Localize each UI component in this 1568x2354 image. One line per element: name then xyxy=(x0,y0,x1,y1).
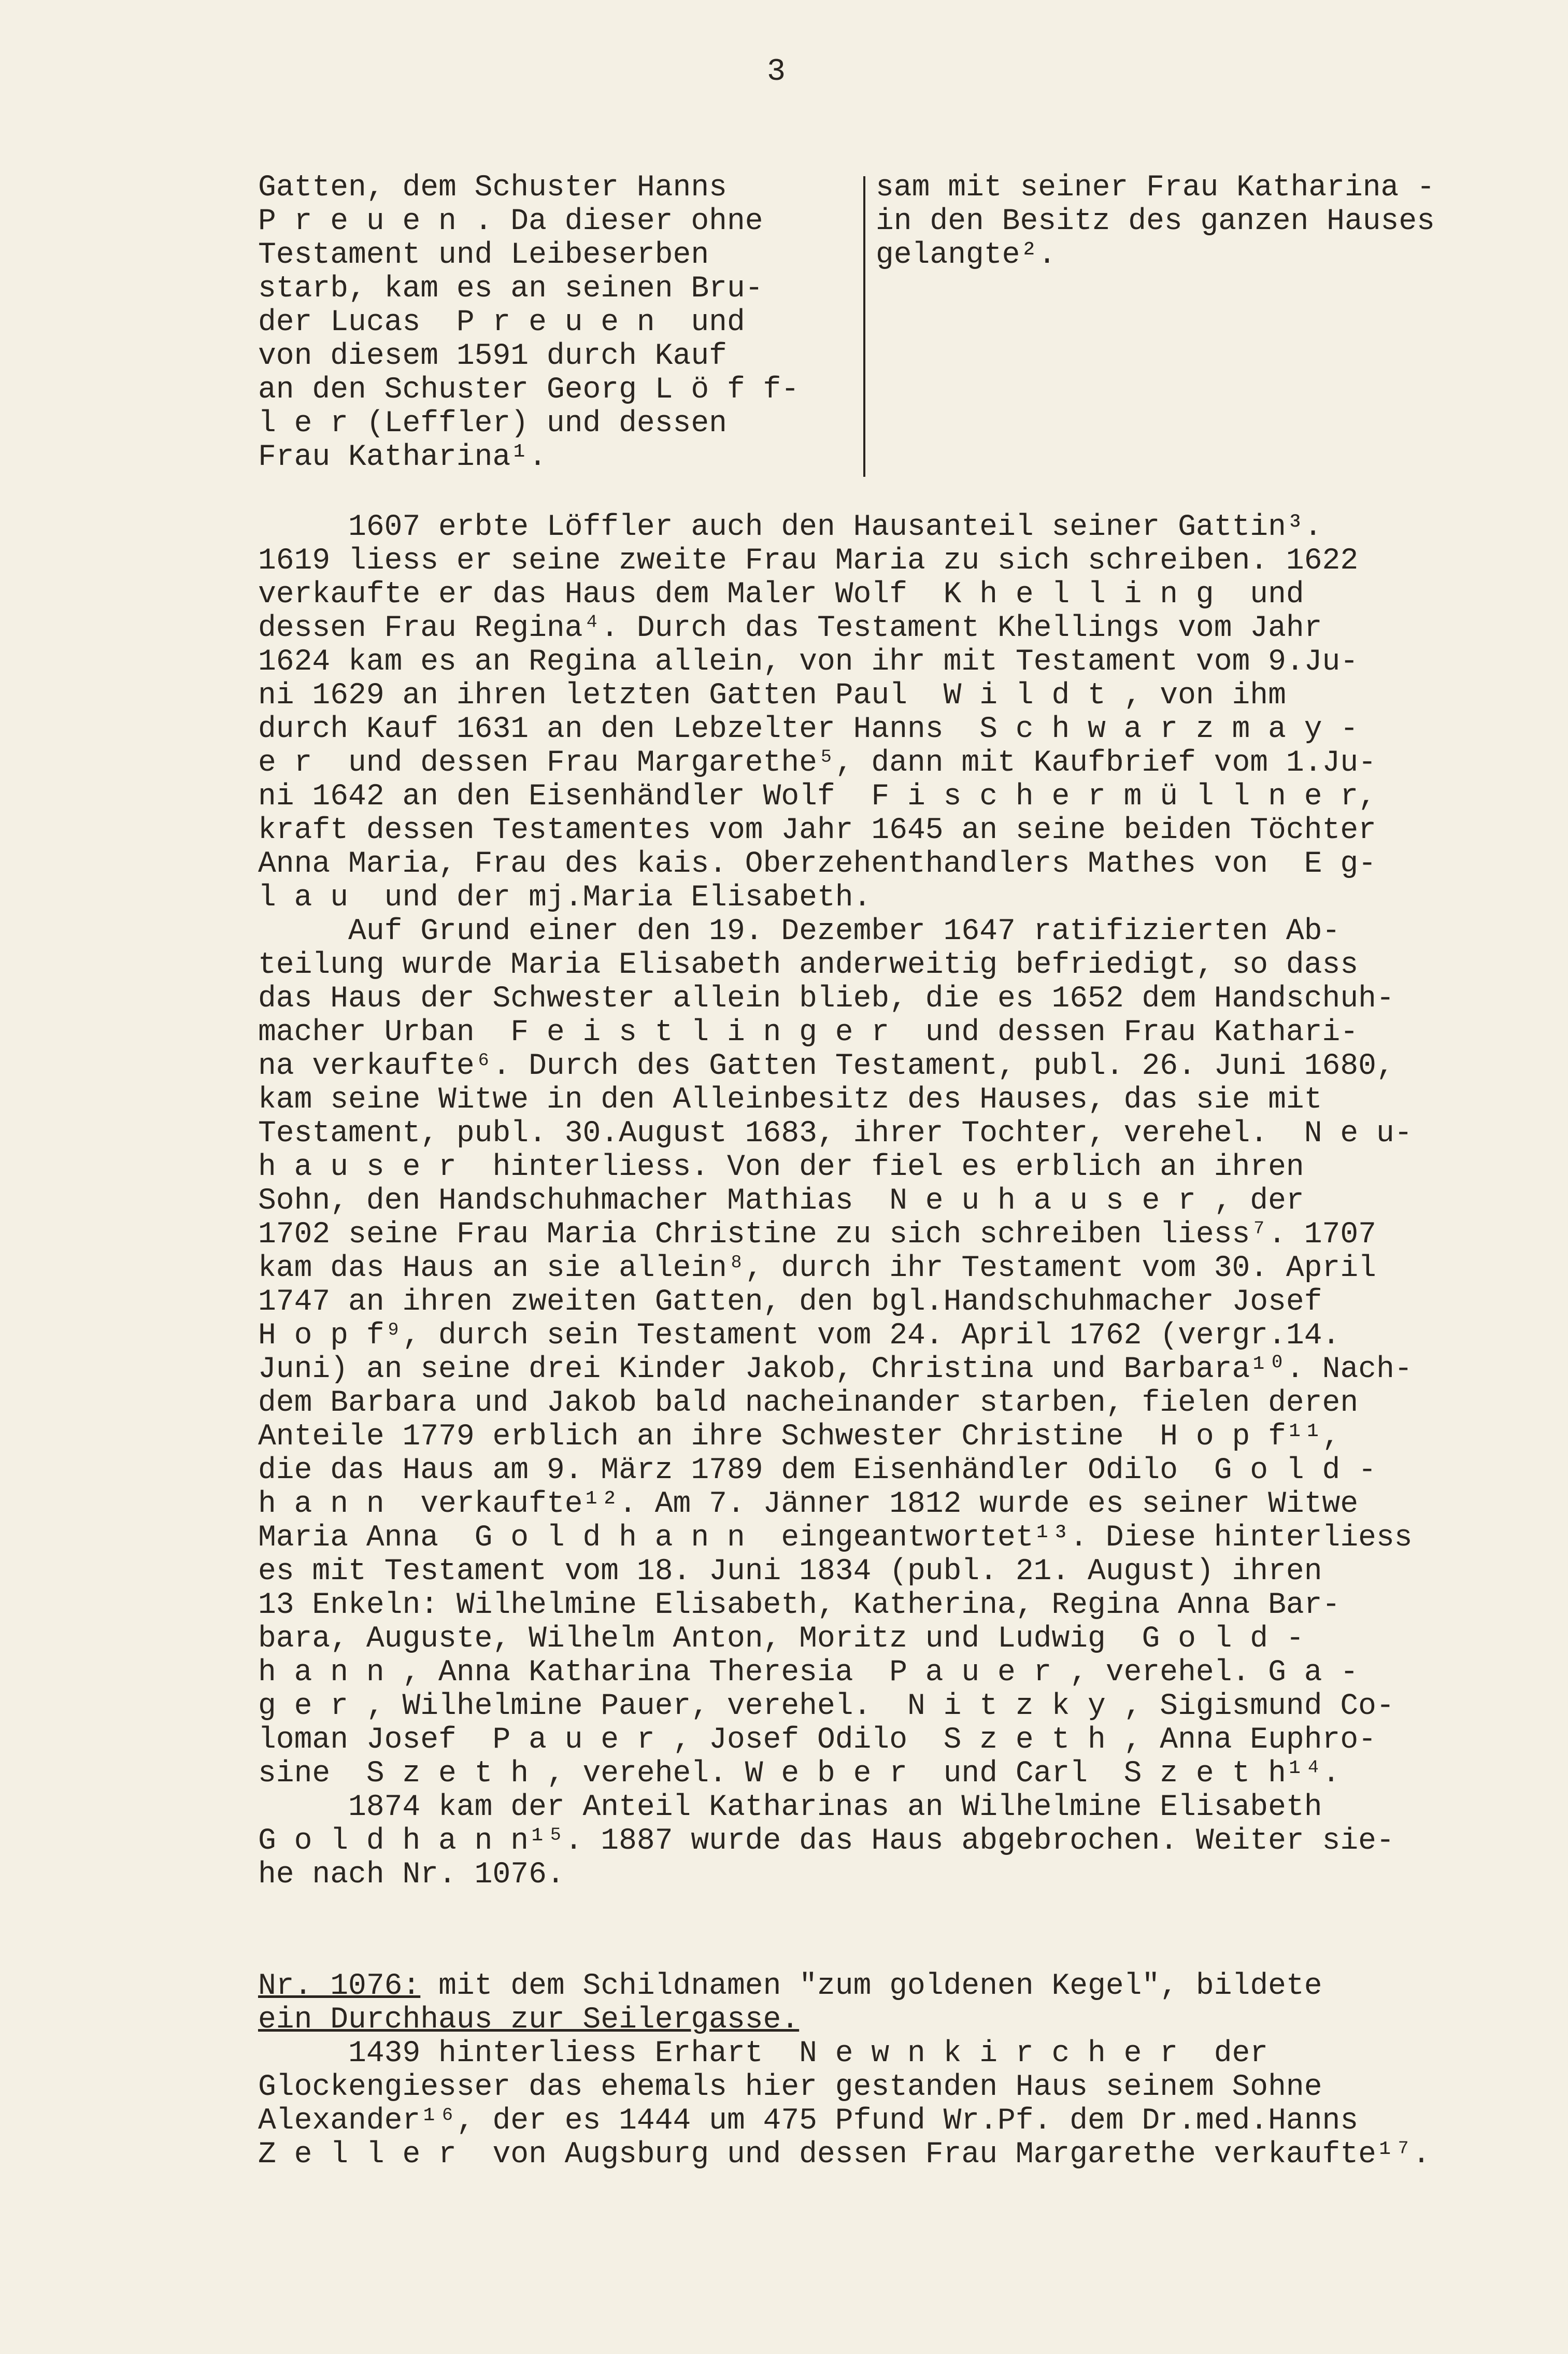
text-line: Alexander¹⁶, der es 1444 um 475 Pfund Wr.Pf. dem Dr.med.Hanns xyxy=(258,2104,1359,2138)
text-line: dem Barbara und Jakob bald nacheinander starben, fielen deren xyxy=(258,1386,1359,1420)
section-number: Nr. 1076: xyxy=(258,1969,421,2003)
text-line: kraft dessen Testamentes vom Jahr 1645 an seine beiden Töchter xyxy=(258,814,1376,847)
column-divider xyxy=(863,176,865,477)
text-line: he nach Nr. 1076. xyxy=(258,1858,565,1892)
text-line: loman Josef P a u e r , Josef Odilo S z e t h , Anna Euphro- xyxy=(258,1723,1376,1757)
text-line: verkaufte er das Haus dem Maler Wolf K h e l l i n g und xyxy=(258,578,1304,612)
text-line: 1702 seine Frau Maria Christine zu sich schreiben liess⁷. 1707 xyxy=(258,1218,1376,1252)
text-line: P r e u e n . Da dieser ohne xyxy=(258,205,763,238)
text-line: Sohn, den Handschuhmacher Mathias N e u h a u s e r , der xyxy=(258,1184,1304,1218)
text-line: 13 Enkeln: Wilhelmine Elisabeth, Katherina, Regina Anna Bar- xyxy=(258,1589,1341,1622)
text-line: Glockengiesser das ehemals hier gestanden Haus seinem Sohne xyxy=(258,2071,1322,2104)
text-line: Testament und Leibeserben xyxy=(258,238,709,272)
text-line: das Haus der Schwester allein blieb, die es 1652 dem Handschuh- xyxy=(258,982,1394,1016)
text-line: der Lucas P r e u e n und xyxy=(258,306,745,339)
text-line: 1607 erbte Löffler auch den Hausanteil seiner Gattin³. xyxy=(258,510,1322,544)
main-text xyxy=(258,510,1553,1892)
text-line: l a u und der mj.Maria Elisabeth. xyxy=(258,881,872,915)
text-line: h a n n , Anna Katharina Theresia P a u e r , verehel. G a - xyxy=(258,1656,1359,1690)
text-line: Auf Grund einer den 19. Dezember 1647 ratifizierten Ab- xyxy=(258,915,1341,948)
text-line: g e r , Wilhelmine Pauer, verehel. N i t z k y , Sigismund Co- xyxy=(258,1690,1394,1723)
two-column-block xyxy=(258,171,1538,482)
text-line: H o p f⁹, durch sein Testament vom 24. April 1762 (vergr.14. xyxy=(258,1319,1341,1353)
text-line: Juni) an seine drei Kinder Jakob, Christina und Barbara¹⁰. Nach- xyxy=(258,1353,1413,1386)
text-line: sam mit seiner Frau Katharina - xyxy=(876,171,1435,205)
text-line: ni 1629 an ihren letzten Gatten Paul W i l d t , von ihm xyxy=(258,679,1286,713)
text-line: sine S z e t h , verehel. W e b e r und Carl S z e t h¹⁴. xyxy=(258,1757,1341,1791)
text-line: Maria Anna G o l d h a n n eingeantwortet¹³. Diese hinterliess xyxy=(258,1521,1413,1555)
section-nr-1076 xyxy=(258,1969,1553,2172)
text-line: e r und dessen Frau Margarethe⁵, dann mit Kaufbrief vom 1.Ju- xyxy=(258,746,1376,780)
text-line: an den Schuster Georg L ö f f- xyxy=(258,373,800,407)
text-line: in den Besitz des ganzen Hauses xyxy=(876,205,1435,238)
left-column xyxy=(258,171,854,474)
text-line: 1619 liess er seine zweite Frau Maria zu sich schreiben. 1622 xyxy=(258,544,1359,578)
text-line: Gatten, dem Schuster Hanns xyxy=(258,171,727,205)
text-line: durch Kauf 1631 an den Lebzelter Hanns S c h w a r z m a y - xyxy=(258,713,1359,746)
text-line: 1747 an ihren zweiten Gatten, den bgl.Handschuhmacher Josef xyxy=(258,1285,1322,1319)
text-line: starb, kam es an seinen Bru- xyxy=(258,272,763,306)
text-line: bara, Auguste, Wilhelm Anton, Moritz und Ludwig G o l d - xyxy=(258,1622,1304,1656)
section-heading-line2: ein Durchhaus zur Seilergasse. xyxy=(258,2003,800,2037)
text-line: Frau Katharina¹. xyxy=(258,441,547,474)
text-line: Z e l l e r von Augsburg und dessen Frau Margarethe verkaufte¹⁷. xyxy=(258,2138,1431,2172)
text-line: kam das Haus an sie allein⁸, durch ihr Testament vom 30. April xyxy=(258,1252,1376,1285)
text-line: 1874 kam der Anteil Katharinas an Wilhelmine Elisabeth xyxy=(258,1791,1322,1824)
text-line: teilung wurde Maria Elisabeth anderweitig befriedigt, so dass xyxy=(258,948,1359,982)
text-line: h a n n verkaufte¹². Am 7. Jänner 1812 wurde es seiner Witwe xyxy=(258,1487,1359,1521)
text-line: die das Haus am 9. März 1789 dem Eisenhändler Odilo G o l d - xyxy=(258,1454,1376,1487)
text-line: dessen Frau Regina⁴. Durch das Testament Khellings vom Jahr xyxy=(258,612,1322,645)
section-heading-text: mit dem Schildnamen "zum goldenen Kegel", bildete xyxy=(420,1969,1322,2003)
text-line: Anna Maria, Frau des kais. Oberzehenthandlers Mathes von E g- xyxy=(258,847,1376,881)
text-line: Testament, publ. 30.August 1683, ihrer Tochter, verehel. N e u- xyxy=(258,1117,1413,1151)
text-line: G o l d h a n n¹⁵. 1887 wurde das Haus abgebrochen. Weiter sie- xyxy=(258,1824,1394,1858)
text-line: 1439 hinterliess Erhart N e w n k i r c h e r der xyxy=(258,2037,1268,2071)
text-line: macher Urban F e i s t l i n g e r und dessen Frau Kathari- xyxy=(258,1016,1359,1050)
text-line: h a u s e r hinterliess. Von der fiel es erblich an ihren xyxy=(258,1151,1304,1184)
text-line: kam seine Witwe in den Alleinbesitz des Hauses, das sie mit xyxy=(258,1083,1322,1117)
text-line: na verkaufte⁶. Durch des Gatten Testament, publ. 26. Juni 1680, xyxy=(258,1050,1394,1083)
text-line: ni 1642 an den Eisenhändler Wolf F i s c h e r m ü l l n e r, xyxy=(258,780,1376,814)
page-number: 3 xyxy=(767,54,786,90)
text-line: 1624 kam es an Regina allein, von ihr mit Testament vom 9.Ju- xyxy=(258,645,1359,679)
text-line: gelangte². xyxy=(876,238,1057,272)
section-heading xyxy=(258,1969,1553,2003)
text-line: von diesem 1591 durch Kauf xyxy=(258,339,727,373)
text-line: es mit Testament vom 18. Juni 1834 (publ. 21. August) ihren xyxy=(258,1555,1322,1589)
right-column xyxy=(876,171,1539,272)
text-line: l e r (Leffler) und dessen xyxy=(258,407,727,441)
text-line: Anteile 1779 erblich an ihre Schwester Christine H o p f¹¹, xyxy=(258,1420,1341,1454)
